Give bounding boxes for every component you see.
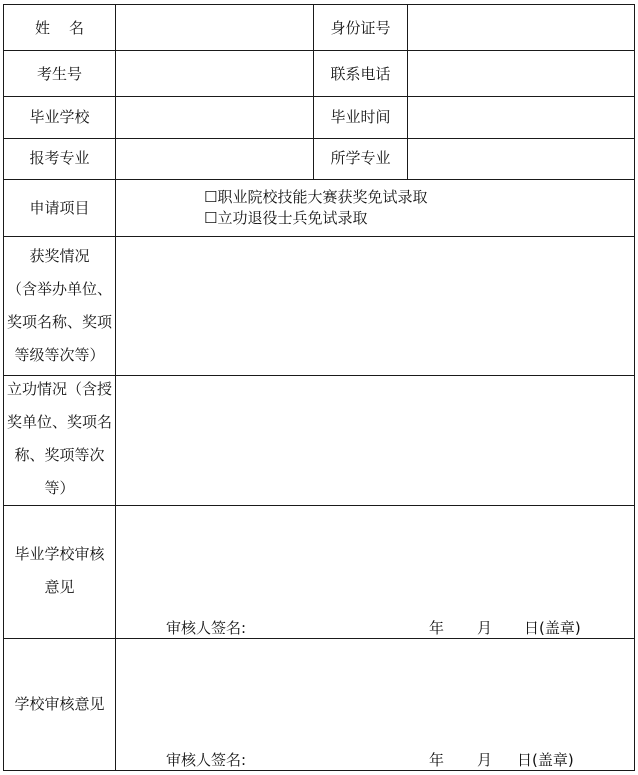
table-border (3, 50, 635, 51)
table-border (3, 505, 635, 506)
option-label: 立功退役士兵免试录取 (217, 209, 368, 227)
awards-label: 获奖情况 （含举办单位、 奖项名称、奖项 等级等次等） (6, 247, 112, 364)
graduate-school-field[interactable] (116, 108, 313, 126)
table-border (3, 638, 635, 639)
option-label: 职业院校技能大赛获奖免试录取 (217, 188, 428, 206)
name-field[interactable] (116, 19, 313, 37)
grad-review-month: 月 (477, 619, 493, 637)
grad-school-review-label: 毕业学校审核 意见 (14, 545, 105, 596)
id-number-field[interactable] (408, 19, 634, 37)
merit-label: 立功情况（含授 奖单位、奖项名 称、奖项等次 等） (6, 380, 112, 497)
id-number-label: 身份证号 (330, 19, 391, 37)
graduation-time-label: 毕业时间 (330, 108, 391, 126)
phone-field[interactable] (408, 65, 634, 83)
graduation-time-field[interactable] (408, 108, 634, 126)
school-review-label: 学校审核意见 (14, 695, 105, 713)
table-border (3, 138, 635, 139)
graduate-school-label: 毕业学校 (29, 108, 90, 126)
table-border (3, 179, 635, 180)
awards-field[interactable] (116, 237, 634, 375)
studied-major-label: 所学专业 (330, 149, 391, 167)
school-review-day-seal: 日(盖章) (517, 751, 574, 769)
table-border (3, 96, 635, 97)
applied-major-field[interactable] (116, 149, 313, 167)
application-item-label: 申请项目 (29, 199, 90, 217)
table-border (3, 770, 635, 771)
grad-review-year: 年 (429, 619, 445, 637)
option-veteran-merit[interactable] (204, 209, 367, 227)
school-review-signer-label: 审核人签名: (166, 751, 247, 769)
name-label: 姓 名 (34, 19, 85, 37)
phone-label: 联系电话 (330, 65, 391, 83)
candidate-number-field[interactable] (116, 65, 313, 83)
school-review-year: 年 (429, 751, 445, 769)
grad-review-signer-label: 审核人签名: (166, 619, 247, 637)
school-review-month: 月 (477, 751, 493, 769)
studied-major-field[interactable] (408, 149, 634, 167)
application-form-table (3, 4, 635, 771)
checkbox[interactable]: ☐ (204, 209, 218, 227)
option-skills-competition[interactable] (204, 188, 427, 206)
candidate-number-label: 考生号 (36, 65, 82, 83)
grad-review-day-seal: 日(盖章) (524, 619, 581, 637)
applied-major-label: 报考专业 (29, 149, 90, 167)
merit-field[interactable] (116, 376, 634, 505)
checkbox[interactable]: ☐ (204, 188, 218, 206)
table-border (3, 4, 635, 5)
table-border (634, 4, 635, 771)
